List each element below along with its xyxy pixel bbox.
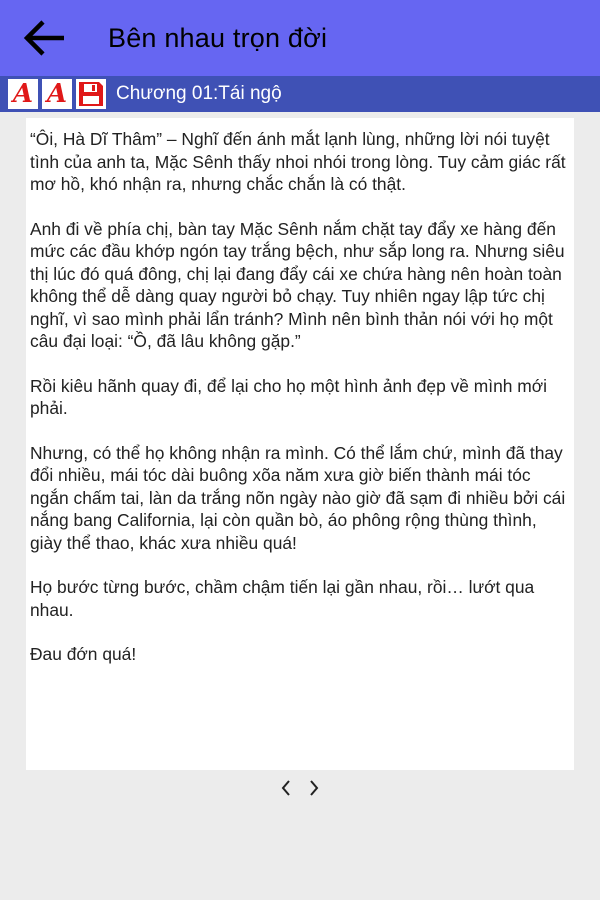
paragraph: “Ôi, Hà Dĩ Thâm” – Nghĩ đến ánh mắt lạnh lùng, những lời nói tuyệt tình của anh ta, Mặc Sênh thấy nhoi nhói trong lòng. Tuy cảm giác rất mơ hồ, khó nhận ra, nhưng chắc chắn là có thật.	[30, 129, 566, 194]
app-bar	[0, 0, 600, 76]
chapter-title: Chương 01:Tái ngộ	[116, 83, 282, 104]
book-title: Bên nhau trọn đời	[108, 22, 328, 53]
reader-toolbar	[0, 76, 600, 112]
save-icon	[77, 80, 105, 108]
next-chapter-button[interactable]	[304, 774, 324, 802]
chapter-pager	[26, 774, 574, 802]
paragraph: Rồi kiêu hãnh quay đi, để lại cho họ một hình ảnh đẹp về mình mới phải.	[30, 375, 548, 418]
save-button[interactable]	[76, 79, 106, 109]
previous-chapter-button[interactable]	[276, 774, 296, 802]
paragraph: Anh đi về phía chị, bàn tay Mặc Sênh nắm chặt tay đẩy xe hàng đến mức các đầu khớp ngón tay trắng bệch, như sắp long ra. Nhưng siêu thị lúc đó quá đông, chị lại đang đẩy cái xe chứa hàng nên hoàn toàn không thể dễ dàng quay người bỏ chạy. Tuy nhiên ngay lập tức chị nghĩ, vì sao mình phải lẩn tránh? Mình nên bình thản nói với họ một câu đại loại: “Ồ, đã lâu không gặp.”	[30, 218, 565, 351]
arrow-left-icon	[22, 20, 66, 56]
chevron-right-icon	[308, 779, 320, 797]
chapter-content[interactable]	[26, 118, 574, 770]
font-increase-button[interactable]	[42, 79, 72, 109]
chevron-left-icon	[280, 779, 292, 797]
font-a-icon: A	[12, 79, 34, 109]
paragraph: Nhưng, có thể họ không nhận ra mình. Có thể lắm chứ, mình đã thay đổi nhiều, mái tóc dài buông xõa năm xưa giờ biến thành mái tóc ngắn chấm tai, làn da trắng nõn ngày nào giờ đã sạm đi nhiều bởi cái nắng bang California, lại còn quần bò, áo phông rộng thùng thình, giày thể thao, khác xưa nhiều quá!	[30, 442, 566, 553]
paragraph: Đau đớn quá!	[30, 644, 137, 664]
font-a-icon: A	[46, 79, 68, 109]
paragraph: Họ bước từng bước, chầm chậm tiến lại gần nhau, rồi… lướt qua nhau.	[30, 577, 535, 620]
font-decrease-button[interactable]	[8, 79, 38, 109]
back-button[interactable]	[14, 8, 74, 68]
